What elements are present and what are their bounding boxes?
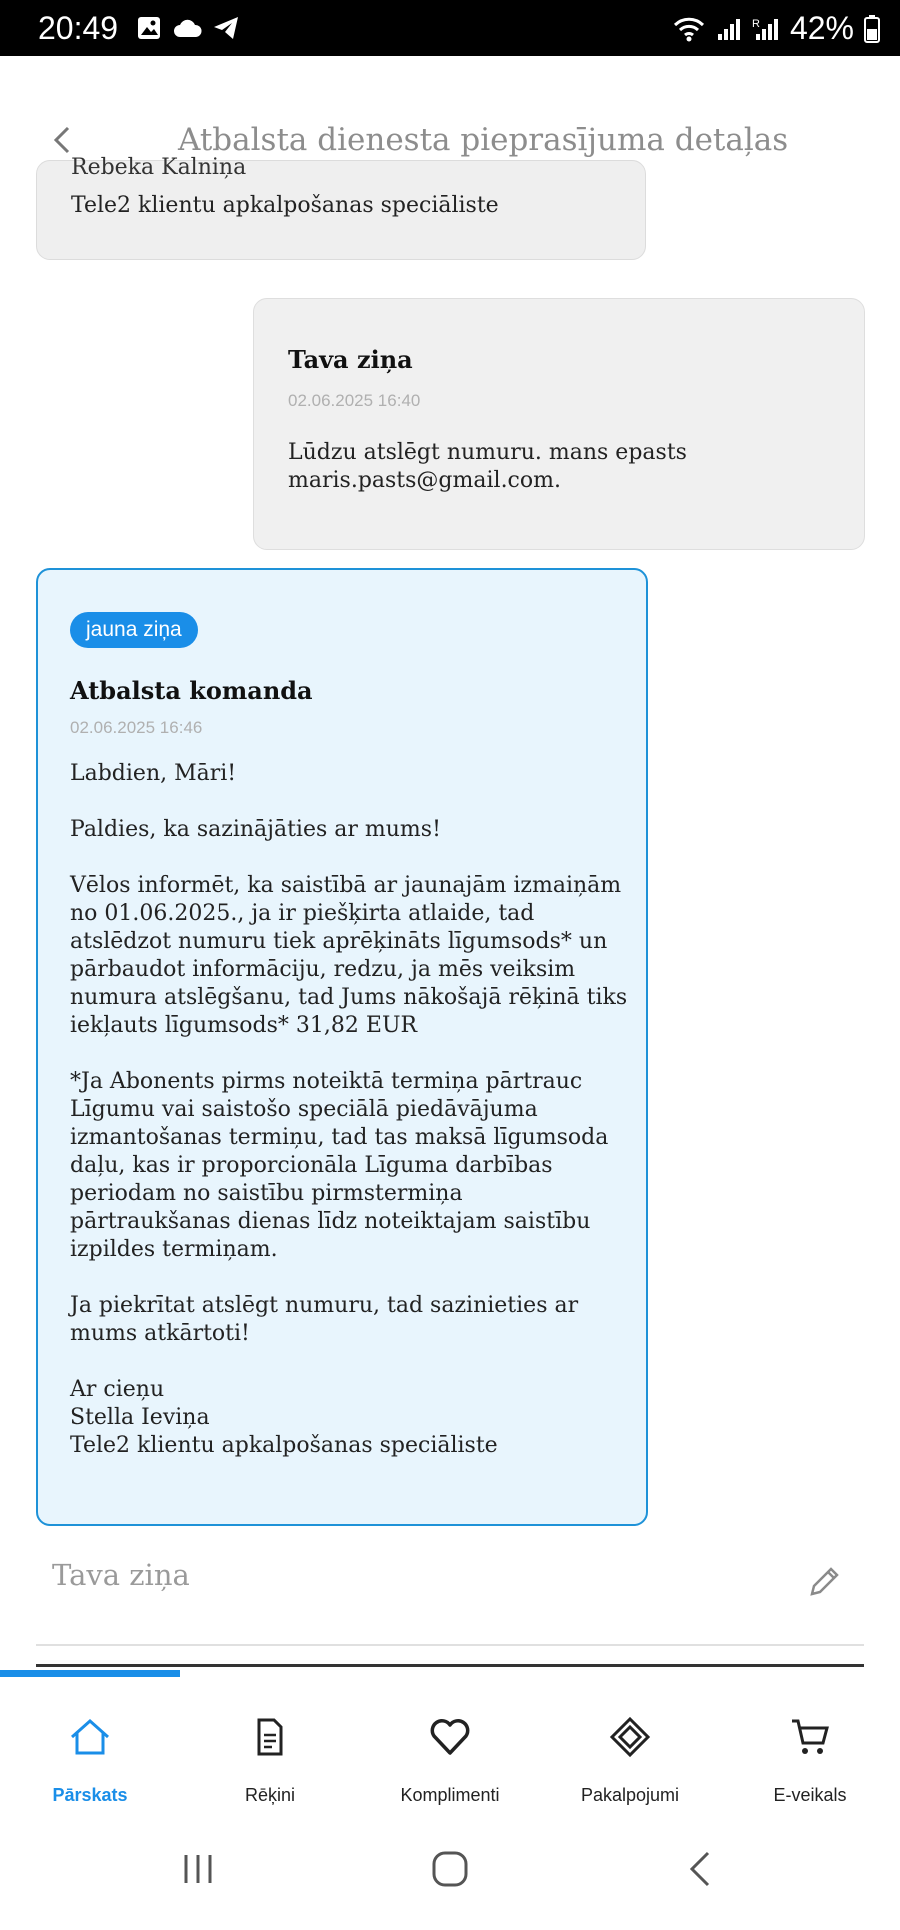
gallery-icon xyxy=(136,15,162,41)
recent-apps-icon[interactable] xyxy=(176,1847,220,1891)
battery-percent: 42% xyxy=(789,10,854,46)
user-message xyxy=(253,298,865,550)
message-thread[interactable] xyxy=(0,155,900,1540)
pencil-icon[interactable] xyxy=(804,1562,844,1602)
tab-rekini[interactable] xyxy=(180,1677,360,1811)
system-nav-bar xyxy=(0,1811,900,1930)
status-bar xyxy=(0,0,900,56)
message-time: 02.06.2025 16:46 xyxy=(70,718,203,737)
bottom-tab-bar xyxy=(0,1677,900,1811)
tab-label: Komplimenti xyxy=(400,1785,500,1805)
tab-parskats[interactable] xyxy=(0,1677,180,1811)
new-message-badge: jauna ziņa xyxy=(70,612,198,648)
page-title: Atbalsta dienesta pieprasījuma detaļas xyxy=(178,122,789,158)
tab-komplimenti[interactable] xyxy=(360,1677,540,1811)
previous-sender-role: Tele2 klientu apkalpošanas speciāliste xyxy=(71,193,499,218)
compose-placeholder[interactable]: Tava ziņa xyxy=(52,1558,190,1592)
tab-e-veikals[interactable] xyxy=(720,1677,900,1811)
tab-label: E-veikals xyxy=(773,1785,847,1805)
svg-text:R: R xyxy=(751,17,760,30)
message-sender: Atbalsta komanda xyxy=(70,676,313,705)
back-icon[interactable] xyxy=(42,120,82,160)
tab-pakalpojumi[interactable] xyxy=(540,1677,720,1811)
heart-icon xyxy=(428,1715,472,1759)
home-icon xyxy=(68,1715,112,1759)
tab-label: Pārskats xyxy=(52,1785,128,1805)
back-nav-icon[interactable] xyxy=(680,1847,724,1891)
cart-icon xyxy=(788,1715,832,1759)
message-time: 02.06.2025 16:40 xyxy=(288,391,421,410)
home-button-icon[interactable] xyxy=(428,1847,472,1891)
notification-icons xyxy=(136,14,240,42)
compose-field[interactable] xyxy=(36,1540,864,1646)
previous-sender-name: Rebeka Kalniņa xyxy=(71,155,247,180)
message-body: Lūdzu atslēgt numuru. mans epasts maris.pasts@gmail.com. xyxy=(288,440,687,493)
status-time: 20:49 xyxy=(38,10,119,46)
diamond-icon xyxy=(608,1715,652,1759)
battery-icon xyxy=(864,15,880,43)
tab-label: Pakalpojumi xyxy=(580,1785,680,1805)
wifi-icon xyxy=(672,16,706,42)
signal-roaming-icon xyxy=(752,16,780,42)
signal-icon xyxy=(716,16,742,42)
message-sender: Tava ziņa xyxy=(288,345,413,374)
document-icon xyxy=(248,1715,292,1759)
message-body: Labdien, Māri! Paldies, ka sazinājāties ar mums! Vēlos informēt, ka saistībā ar jaunajām izmaiņām no 01.06.2025., ja ir piešķirta atlaide, tad atslēdzot numuru tiek aprēķināts līgumsods* un pārbaudot informāciju, redzu, ja mēs veiksim numura atslēgšanu, tad Jums nākošajā rēķinā tiks iekļauts līgumsods* 31,82 EUR *Ja Abonents pirms noteiktā termiņa pārtrauc Līgumu vai saistošo speciālā piedāvājuma izmantošanas termiņu, tad tas maksā līgumsoda daļu, kas ir proporcionāla Līguma darbības periodam no saistību pirmstermiņa pārtraukšanas dienas līdz noteiktajam saistību izpildes termiņam. Ja piekrītat atslēgt numuru, tad sazinieties ar mums atkārtoti! Ar cieņu Stella Ieviņa Tele2 klientu apkalpošanas speciāliste xyxy=(70,761,628,1458)
support-message xyxy=(36,568,648,1526)
cloud-icon xyxy=(172,17,202,39)
telegram-icon xyxy=(212,15,240,41)
previous-message xyxy=(36,155,646,260)
loading-progress-bar xyxy=(0,1670,180,1677)
tab-label: Rēķini xyxy=(244,1785,296,1805)
